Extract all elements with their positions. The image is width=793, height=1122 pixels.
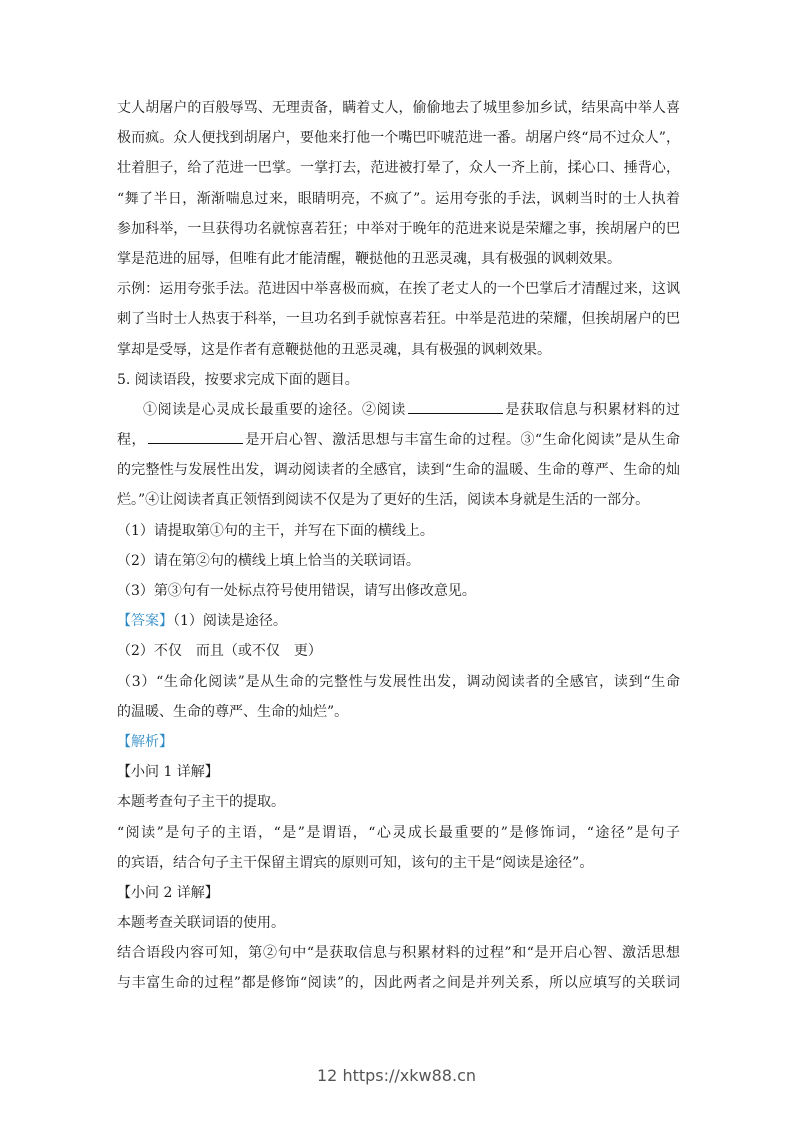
text-line: 极而疯。众人便找到胡屠户，要他来打他一个嘴巴吓唬范进一番。胡屠户终“局不过众人”， bbox=[117, 130, 680, 147]
example-line: 示例：运用夸张手法。范进因中举喜极而疯，在挨了老丈人的一个巴掌后才清醒过来，这讽 bbox=[117, 281, 680, 298]
passage-text: ①阅读是心灵成长最重要的途径。②阅读 bbox=[143, 401, 406, 418]
answer-line: （3）“生命化阅读”是从生命的完整性与发展性出发，调动阅读者的全感官，读到“生命 bbox=[117, 673, 680, 690]
analysis-line: 的宾语，结合句子主干保留主谓宾的原则可知，该句的主干是“阅读是途径”。 bbox=[117, 854, 594, 871]
analysis-line: 本题考查句子主干的提取。 bbox=[117, 794, 285, 811]
text-line: “舞了半日，渐渐喘息过来，眼睛明亮，不疯了”。运用夸张的手法，讽刺当时的士人执着 bbox=[117, 190, 680, 207]
answer-line: 的温暖、生命的尊严、生命的灿烂”。 bbox=[117, 703, 349, 720]
question-item: （2）请在第②句的横线上填上恰当的关联词语。 bbox=[117, 552, 420, 569]
analysis-line: “阅读”是句子的主语，“是”是谓语，“心灵成长最重要的”是修饰词，“途径”是句子 bbox=[117, 824, 680, 841]
analysis-line: 与丰富生命的过程”都是修饰“阅读”的，因此两者之间是并列关系，所以应填写的关联词 bbox=[117, 975, 680, 992]
passage-text: 是获取信息与积累材料的过 bbox=[504, 401, 681, 418]
page-footer: 12 https://xkw88.cn bbox=[317, 1066, 476, 1085]
analysis-tag: 【解析】 bbox=[117, 733, 173, 750]
question-item: （1）请提取第①句的主干，并写在下面的横线上。 bbox=[117, 522, 434, 539]
text-line: 掌是范进的屈辱，但唯有此才能清醒，鞭挞他的丑恶灵魂，具有极强的讽刺效果。 bbox=[117, 250, 621, 267]
sub-heading: 【小问 2 详解】 bbox=[117, 884, 219, 901]
text-line: 壮着胆子，给了范进一巴掌。一掌打去，范进被打晕了，众人一齐上前，揉心口、捶背心， bbox=[117, 160, 680, 177]
passage-text: 是开启心智、激活思想与丰富生命的过程。③“生命化阅读”是从生命 bbox=[244, 432, 680, 449]
passage-text: 程， bbox=[117, 432, 146, 449]
example-line: 刺了当时士人热衷于科举，一旦功名到手就惊喜若狂。中举是范进的荣耀，但挨胡屠户的巴 bbox=[117, 311, 680, 328]
question-item: （3）第③句有一处标点符号使用错误，请写出修改意见。 bbox=[117, 583, 476, 599]
analysis-line: 本题考查关联词语的使用。 bbox=[117, 915, 285, 932]
blank-line-1 bbox=[408, 397, 503, 414]
document-page bbox=[117, 93, 680, 999]
analysis-line: 结合语段内容可知，第②句中“是获取信息与积累材料的过程”和“是开启心智、激活思想 bbox=[117, 945, 680, 962]
passage-line bbox=[117, 395, 680, 425]
sub-heading: 【小问 1 详解】 bbox=[117, 764, 219, 781]
text-line: 参加科举，一旦获得功名就惊喜若狂；中举对于晚年的范进来说是荣耀之事，挨胡屠户的巴 bbox=[117, 220, 680, 237]
passage-line: 烂。”④让阅读者真正领悟到阅读不仅是为了更好的生活，阅读本身就是生活的一部分。 bbox=[117, 492, 650, 509]
answer-line: （2）不仅 而且（或不仅 更） bbox=[117, 643, 322, 660]
passage-line bbox=[117, 425, 680, 455]
example-line: 掌却是受辱，这是作者有意鞭挞他的丑恶灵魂，具有极强的讽刺效果。 bbox=[117, 341, 551, 358]
blank-line-2 bbox=[148, 427, 243, 444]
text-line: 丈人胡屠户的百般辱骂、无理责备，瞒着丈人，偷偷地去了城里参加乡试，结果高中举人喜 bbox=[117, 100, 680, 116]
answer-line bbox=[117, 606, 680, 636]
passage-line: 的完整性与发展性出发，调动阅读者的全感官，读到“生命的温暖、生命的尊严、生命的灿 bbox=[117, 462, 680, 479]
answer-text: （1）阅读是途径。 bbox=[173, 613, 287, 630]
question-title: 5. 阅读语段，按要求完成下面的题目。 bbox=[117, 371, 359, 388]
answer-tag: 【答案】 bbox=[117, 613, 173, 630]
